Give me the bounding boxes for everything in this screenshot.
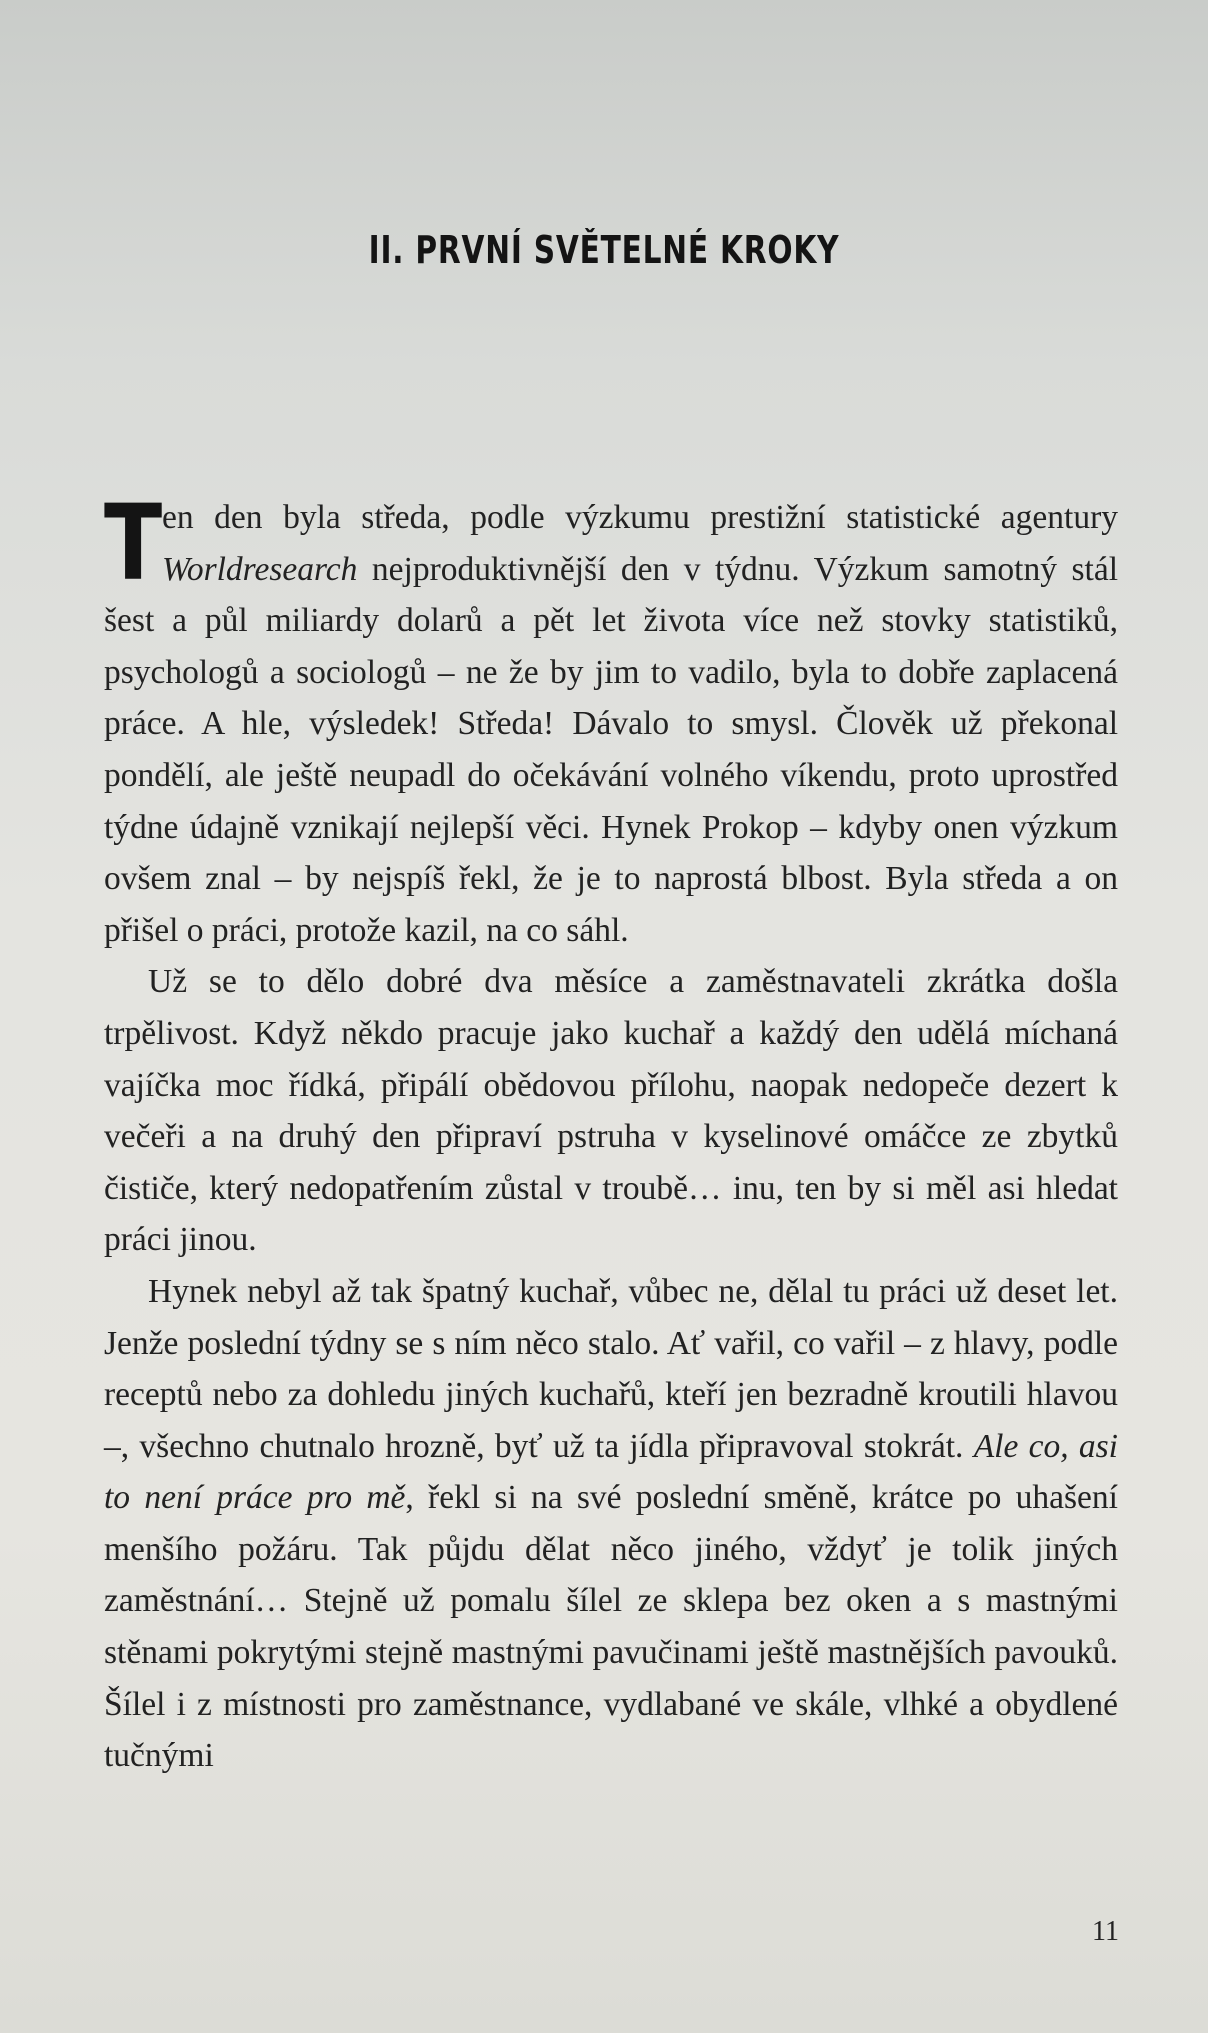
paragraph-3-text-b: , řekl si na své poslední směně, krátce po uhašení menšího požáru. Tak půjdu dělat něco jiného, vždyť je tolik jiných zaměstnání… Stejně už pomalu šílel ze sklepa bez oken a s mastnými stěnami pokrytými stejně mastnými pavučinami ještě mastnějších pavouků. Šílel i z místnosti pro zaměstnance, vydlabané ve skále, vlhké a obydlené tučnými <box>104 1479 1118 1775</box>
paragraph-1 <box>104 482 1118 956</box>
paragraph-2: Už se to dělo dobré dva měsíce a zaměstnavateli zkrátka došla trpělivost. Když někdo pracuje jako kuchař a každý den udělá míchaná vajíčka moc řídká, připálí obědovou přílohu, naopak nedopeče dezert k večeři a na druhý den připraví pstruha v kyselinové omáčce ze zbytků čističe, který nedopatřením zůstal v troubě… inu, ten by si měl asi hledat práci jinou. <box>104 963 1118 1259</box>
paragraph-3-text-a: Hynek nebyl až tak špatný kuchař, vůbec ne, dělal tu práci už deset let. Jenže poslední týdny se s ním něco stalo. Ať vařil, co vařil – z hlavy, podle receptů nebo za dohledu jiných kuchařů, kteří jen bezradně kroutili hlavou –, všechno chutnalo hrozně, byť už ta jídla připravoval stokrát. <box>104 1272 1118 1465</box>
paragraph-3 <box>104 1266 1118 1782</box>
paragraph-1-text-b: nejproduktivnější den v týdnu. Výzkum samotný stál šest a půl miliardy dolarů a pět let života více než stovky statistiků, psychologů a sociologů – ne že by jim to vadilo, byla to dobře zaplacená práce. A hle, výsledek! Středa! Dávalo to smysl. Člověk už překonal pondělí, ale ještě neupadl do očekávání volného víkendu, proto uprostřed týdne údajně vznikají nejlepší věci. Hynek Prokop – kdyby onen výzkum ovšem znal – by nejspíš řekl, že je to naprostá blbost. Byla středa a on přišel o práci, protože kazil, na co sáhl. <box>104 550 1118 949</box>
agency-name: Worldresearch <box>162 550 358 588</box>
paragraph-1-text-a: en den byla středa, podle výzkumu prestižní statistické agentury <box>162 499 1118 536</box>
inner-thought: Ale co, asi to není práce pro mě <box>104 1427 1118 1517</box>
drop-cap: T <box>104 482 163 604</box>
page-number: 11 <box>1092 1916 1119 1947</box>
chapter-title: II. PRVNÍ SVĚTELNÉ KROKY <box>368 228 840 272</box>
body-text <box>104 482 1118 1782</box>
